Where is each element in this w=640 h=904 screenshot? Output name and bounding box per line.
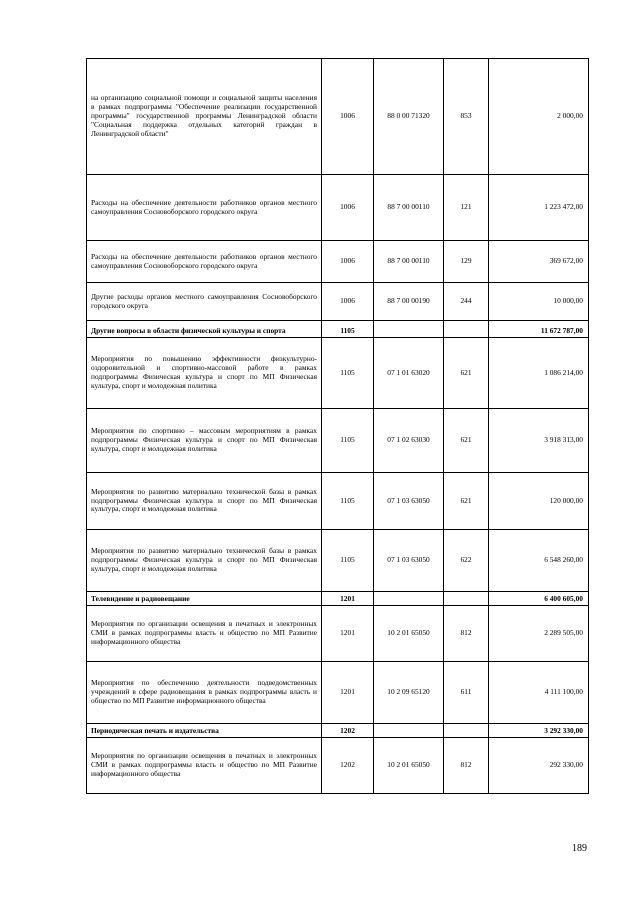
row-target-article: 07 1 03 63050 xyxy=(374,530,444,592)
section-total-row xyxy=(87,592,589,606)
row-description: Мероприятия по обеспечению деятельности подведомственных учреждений в сфере радиовещания в рамках подпрограммы власть и общество по МП Развитие информационного общества xyxy=(87,662,322,724)
table-row xyxy=(87,409,589,473)
row-expense-type: 621 xyxy=(444,338,489,409)
row-section-code: 1201 xyxy=(322,592,374,606)
table-row xyxy=(87,283,589,321)
row-description: Другие расходы органов местного самоуправления Сосновоборского городского округа xyxy=(87,283,322,321)
row-target-article: 10 2 09 65120 xyxy=(374,662,444,724)
row-description: Мероприятия по организации освещения в печатных и электронных СМИ в рамках подпрограммы власть и общество по МП Развитие информационного общества xyxy=(87,606,322,662)
table-row xyxy=(87,241,589,283)
row-expense-type: 244 xyxy=(444,283,489,321)
table-row xyxy=(87,606,589,662)
row-description: Расходы на обеспечение деятельности работников органов местного самоуправления Сосновоборского городского округа xyxy=(87,241,322,283)
row-amount: 292 330,00 xyxy=(489,738,589,794)
row-amount: 10 000,00 xyxy=(489,283,589,321)
table-row xyxy=(87,738,589,794)
row-description: Мероприятия по спортивно – массовым мероприятиям в рамках подпрограммы Физическая культура и спорт по МП Физическая культура, спорт и молодежная политика xyxy=(87,409,322,473)
row-amount: 369 672,00 xyxy=(489,241,589,283)
table-row xyxy=(87,59,589,175)
row-expense-type xyxy=(444,592,489,606)
budget-table xyxy=(86,58,589,794)
row-description: Расходы на обеспечение деятельности работников органов местного самоуправления Сосновоборского городского округа xyxy=(87,175,322,241)
budget-table-body xyxy=(87,59,589,794)
row-amount: 6 548 260,00 xyxy=(489,530,589,592)
row-description: Мероприятия по развитию материально технической базы в рамках подпрограммы Физическая культура и спорт по МП Физическая культура, спорт и молодежная политика xyxy=(87,530,322,592)
row-section-code: 1202 xyxy=(322,738,374,794)
row-expense-type: 853 xyxy=(444,59,489,175)
row-section-code: 1105 xyxy=(322,473,374,530)
row-section-code: 1006 xyxy=(322,175,374,241)
row-expense-type: 622 xyxy=(444,530,489,592)
row-description: Другие вопросы в области физической культуры и спорта xyxy=(87,321,322,338)
row-amount: 3 292 330,00 xyxy=(489,724,589,738)
row-target-article: 07 1 03 63050 xyxy=(374,473,444,530)
row-expense-type: 129 xyxy=(444,241,489,283)
row-target-article: 07 1 02 63030 xyxy=(374,409,444,473)
row-section-code: 1105 xyxy=(322,338,374,409)
row-description: Мероприятия по развитию материально технической базы в рамках подпрограммы Физическая культура и спорт по МП Физическая культура, спорт и молодежная политика xyxy=(87,473,322,530)
row-target-article: 88 0 00 71320 xyxy=(374,59,444,175)
row-expense-type: 812 xyxy=(444,606,489,662)
row-description: Периодическая печать и издательства xyxy=(87,724,322,738)
row-section-code: 1105 xyxy=(322,409,374,473)
row-amount: 11 672 787,00 xyxy=(489,321,589,338)
row-amount: 120 000,00 xyxy=(489,473,589,530)
row-section-code: 1006 xyxy=(322,241,374,283)
row-section-code: 1006 xyxy=(322,59,374,175)
row-target-article: 07 1 01 63020 xyxy=(374,338,444,409)
table-row xyxy=(87,530,589,592)
row-expense-type: 611 xyxy=(444,662,489,724)
row-expense-type xyxy=(444,321,489,338)
row-target-article: 88 7 00 00190 xyxy=(374,283,444,321)
row-amount: 6 400 605,00 xyxy=(489,592,589,606)
row-target-article: 10 2 01 65050 xyxy=(374,606,444,662)
row-amount: 4 111 100,00 xyxy=(489,662,589,724)
row-amount: 2 000,00 xyxy=(489,59,589,175)
row-target-article: 88 7 00 00110 xyxy=(374,175,444,241)
row-amount: 1 223 472,00 xyxy=(489,175,589,241)
row-expense-type: 621 xyxy=(444,409,489,473)
row-description: на организацию социальной помощи и социальной защиты населения в рамках подпрограммы "Обеспечение реализации государственной программы" государственной программы Ленинградской области "Социальная поддержка отдельных категорий граждан в Ленинградской области" xyxy=(87,59,322,175)
row-target-article xyxy=(374,321,444,338)
row-expense-type xyxy=(444,724,489,738)
row-target-article xyxy=(374,724,444,738)
row-amount: 3 918 313,00 xyxy=(489,409,589,473)
table-row xyxy=(87,175,589,241)
section-total-row xyxy=(87,321,589,338)
row-target-article xyxy=(374,592,444,606)
row-target-article: 10 2 01 65050 xyxy=(374,738,444,794)
table-row xyxy=(87,473,589,530)
row-section-code: 1201 xyxy=(322,606,374,662)
row-amount: 1 086 214,00 xyxy=(489,338,589,409)
row-expense-type: 121 xyxy=(444,175,489,241)
row-description: Мероприятия по повышению эффективности физкультурно-оздоровительной и спортивно-массовой работе в рамках подпрограммы Физическая культура и спорт по МП Физическая культура, спорт и молодежная политика xyxy=(87,338,322,409)
row-section-code: 1201 xyxy=(322,662,374,724)
row-expense-type: 812 xyxy=(444,738,489,794)
page-number: 189 xyxy=(572,843,587,854)
row-amount: 2 289 505,00 xyxy=(489,606,589,662)
row-description: Мероприятия по организации освещения в печатных и электронных СМИ в рамках подпрограммы власть и общество по МП Развитие информационного общества xyxy=(87,738,322,794)
row-description: Телевидение и радиовещание xyxy=(87,592,322,606)
row-section-code: 1006 xyxy=(322,283,374,321)
row-target-article: 88 7 00 00110 xyxy=(374,241,444,283)
table-row xyxy=(87,662,589,724)
row-expense-type: 621 xyxy=(444,473,489,530)
table-row xyxy=(87,338,589,409)
row-section-code: 1105 xyxy=(322,530,374,592)
row-section-code: 1202 xyxy=(322,724,374,738)
section-total-row xyxy=(87,724,589,738)
row-section-code: 1105 xyxy=(322,321,374,338)
